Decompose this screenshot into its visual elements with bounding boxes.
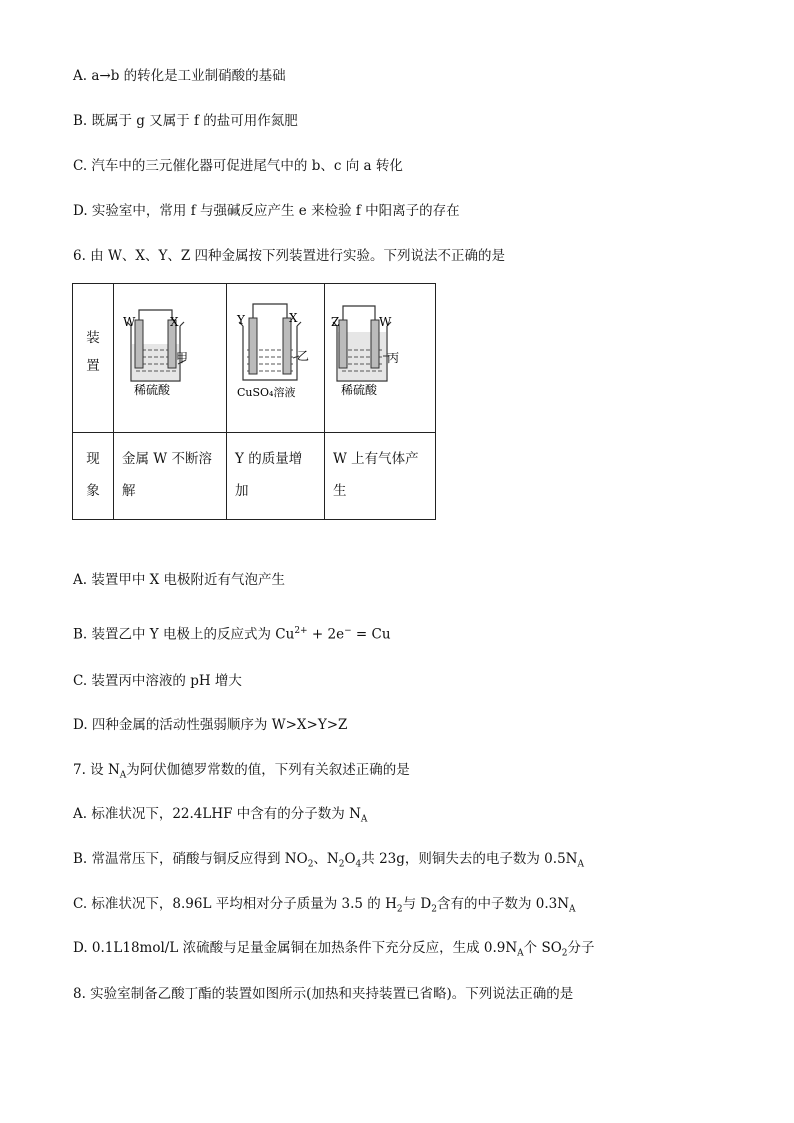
text-run: + 2e (307, 626, 345, 643)
header-char: 装 (86, 330, 100, 346)
text-run: = Cu (351, 626, 391, 643)
electrode-label-left: W (123, 315, 136, 329)
row-header-observation (73, 433, 114, 520)
q7-option-b (73, 850, 584, 874)
apparatus-name: 丙 (387, 351, 400, 365)
solution-label: 稀硫酸 (341, 383, 378, 397)
solution-label: 稀硫酸 (134, 383, 171, 397)
subscript: A (577, 859, 584, 870)
q7-stem (73, 761, 410, 785)
solution-label: CuSO₄溶液 (237, 386, 296, 399)
q7-option-c (73, 895, 576, 919)
text-run: B. 常温常压下，硝酸与铜反应得到 NO (73, 851, 308, 867)
subscript: 2 (338, 859, 345, 870)
subscript: 2 (561, 948, 568, 959)
q6-option-a: A. 装置甲中 X 电极附近有气泡产生 (73, 572, 286, 588)
apparatus-bing (325, 284, 436, 433)
q6-option-c: C. 装置丙中溶液的 pH 增大 (73, 673, 242, 689)
header-char: 象 (86, 483, 100, 499)
q5-option-a: A. a→b 的转化是工业制硝酸的基础 (73, 68, 286, 84)
electrolysis-cell-diagram (114, 284, 226, 432)
text-run: 个 SO (523, 940, 562, 956)
apparatus-name: 甲 (176, 351, 189, 365)
apparatus-yi (227, 284, 325, 433)
text-run: 7. 设 N (73, 762, 120, 778)
subscript: A (119, 770, 127, 781)
q5-option-b: B. 既属于 g 又属于 f 的盐可用作氮肥 (73, 113, 298, 129)
text-run: D. 0.1L18mol/L 浓硫酸与足量金属铜在加热条件下充分反应，生成 0.9N (73, 940, 518, 956)
text-run: O (344, 851, 356, 867)
header-char: 现 (86, 451, 100, 467)
text-run: 为阿伏伽德罗常数的值，下列有关叙述正确的是 (126, 762, 410, 778)
observation-line: W 上有气体产 (333, 451, 419, 467)
electrode-label-right: W (379, 315, 392, 329)
q5-option-d: D. 实验室中，常用 f 与强碱反应产生 e 来检验 f 中阳离子的存在 (73, 203, 460, 219)
row-header-apparatus (73, 284, 114, 433)
text-run: 与 D (402, 896, 432, 912)
electrolysis-cell-diagram (227, 284, 324, 432)
subscript: 2 (307, 859, 314, 870)
text-run: 含有的中子数为 0.3N (436, 896, 570, 912)
header-char: 置 (86, 358, 100, 374)
observation-bing (325, 433, 436, 520)
observation-jia (114, 433, 227, 520)
text-run: B. 装置乙中 Y 电极上的反应式为 Cu (73, 626, 295, 643)
text-run: 分子 (567, 940, 595, 956)
text-run: C. 标准状况下，8.96L 平均相对分子质量为 3.5 的 H (73, 896, 397, 912)
electrode-label-left: Y (237, 313, 245, 327)
electrode-label-right: X (289, 311, 298, 325)
subscript: 2 (431, 904, 437, 915)
electrode-label-left: Z (331, 315, 340, 329)
observation-line: Y 的质量增 (235, 451, 303, 467)
text-run: A. 标准状况下，22.4LHF 中含有的分子数为 N (73, 806, 361, 822)
text-run: 共 23g，则铜失去的电子数为 0.5N (361, 851, 578, 867)
q5-option-c: C. 汽车中的三元催化器可促进尾气中的 b、c 向 a 转化 (73, 158, 403, 174)
subscript: A (517, 948, 524, 959)
apparatus-jia (114, 284, 227, 433)
superscript: − (344, 626, 352, 636)
experiment-table (72, 283, 436, 520)
electrolysis-cell-diagram (325, 284, 435, 432)
text-run: 、N (313, 851, 339, 867)
q7-option-a (73, 805, 367, 829)
apparatus-name: 乙 (297, 349, 310, 363)
observation-line: 解 (122, 483, 136, 499)
q7-option-d (73, 939, 595, 963)
observation-line: 金属 W 不断溶 (122, 451, 212, 467)
observation-line: 生 (333, 483, 347, 499)
electrode-label-right: X (170, 315, 179, 329)
subscript: 4 (355, 859, 362, 870)
observation-line: 加 (235, 483, 249, 499)
q6-stem: 6. 由 W、X、Y、Z 四种金属按下列装置进行实验。下列说法不正确的是 (73, 248, 506, 264)
subscript: 2 (396, 904, 403, 915)
subscript: A (360, 814, 368, 825)
superscript: 2+ (294, 626, 308, 636)
q6-option-b (73, 622, 391, 644)
q8-stem: 8. 实验室制备乙酸丁酯的装置如图所示(加热和夹持装置已省略)。下列说法正确的是 (73, 986, 574, 1002)
observation-yi (227, 433, 325, 520)
subscript: A (569, 904, 576, 915)
q6-option-d: D. 四种金属的活动性强弱顺序为 W>X>Y>Z (73, 717, 348, 733)
